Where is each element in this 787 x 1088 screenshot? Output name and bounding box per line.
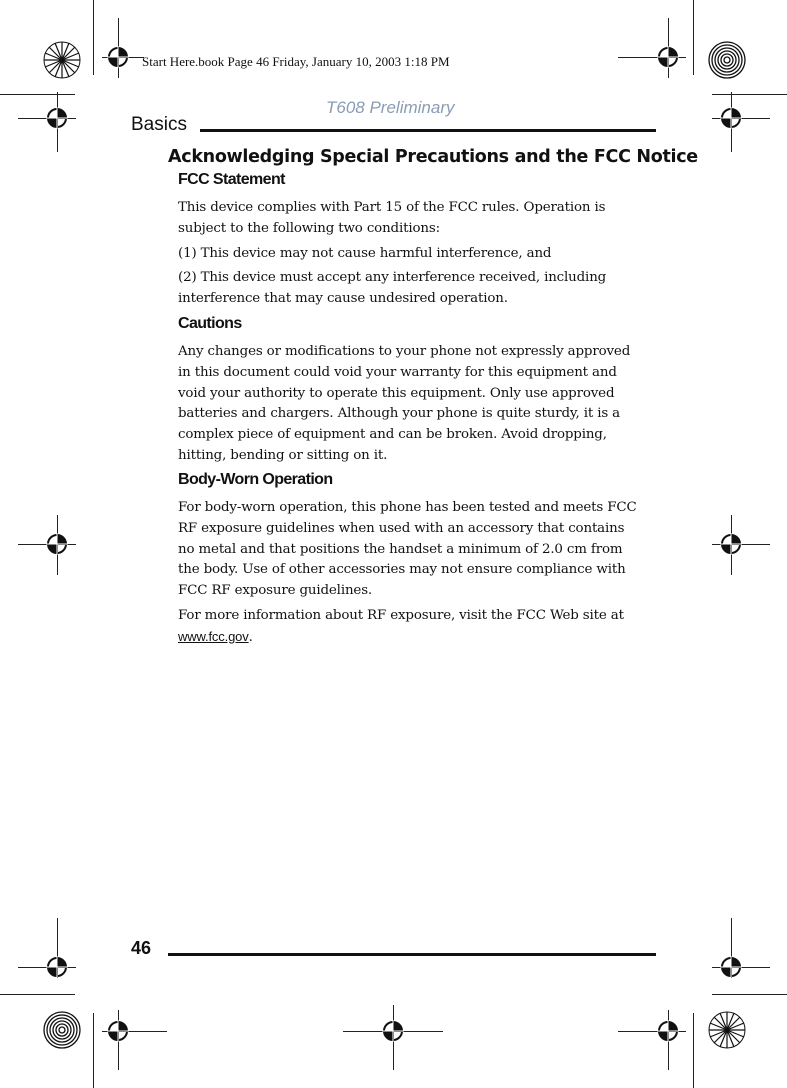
registration-target-icon (382, 1020, 404, 1042)
book-info: Start Here.book Page 46 Friday, January 10, 2003 1:18 PM (142, 54, 450, 69)
fcc-condition-1: (1) This device may not cause harmful interference, and (178, 246, 552, 261)
rf-info-text: For more information about RF exposure, visit the FCC Web site at (178, 608, 624, 623)
fcc-paragraph-1: This device complies with Part 15 of the FCC rules. Operation is subject to the following two conditions: (178, 200, 606, 236)
body-worn-heading: Body-Worn Operation (178, 471, 333, 488)
page-number: 46 (131, 938, 152, 958)
registration-target-icon (107, 1020, 129, 1042)
rf-info-end: . (248, 629, 253, 645)
registration-target-icon (720, 956, 742, 978)
body-worn-paragraph-1: For body-worn operation, this phone has been tested and meets FCC RF exposure guidelines when used with an accessory that contains no metal and that positions the handset a minimum of 2.0 cm from the body. Use of other accessories may not ensure compliance with FCC RF exposure guidelines. (178, 500, 637, 599)
preliminary-watermark: T608 Preliminary (326, 98, 455, 117)
registration-target-icon (46, 956, 68, 978)
fcc-website-link[interactable]: www.fcc.gov (178, 628, 249, 644)
running-header-section: Basics (131, 114, 187, 135)
page-title: Acknowledging Special Precautions and the FCC Notice (168, 147, 698, 167)
registration-target-icon (720, 107, 742, 129)
cautions-paragraph: Any changes or modifications to your phone not expressly approved in this document could void your warranty for this equipment and void your authority to operate this equipment. Only use approved batteries and chargers. Although your phone is quite sturdy, it is a complex piece of equipment and can be broken. Avoid dropping, hitting, bending or sitting on it. (178, 344, 631, 463)
starburst-mark-icon (707, 1010, 747, 1050)
concentric-mark-icon (707, 40, 747, 80)
registration-target-icon (720, 533, 742, 555)
registration-target-icon (46, 533, 68, 555)
cautions-heading: Cautions (178, 315, 242, 332)
registration-target-icon (46, 107, 68, 129)
body-worn-paragraph-2 (178, 606, 640, 649)
registration-target-icon (107, 46, 129, 68)
header-rule (200, 129, 656, 132)
registration-target-icon (657, 46, 679, 68)
registration-target-icon (657, 1020, 679, 1042)
fcc-statement-heading: FCC Statement (178, 171, 285, 188)
starburst-mark-icon (42, 40, 82, 80)
concentric-mark-icon (42, 1010, 82, 1050)
footer-rule (168, 953, 656, 956)
fcc-condition-2: (2) This device must accept any interference received, including interference that may cause undesired operation. (178, 270, 607, 306)
